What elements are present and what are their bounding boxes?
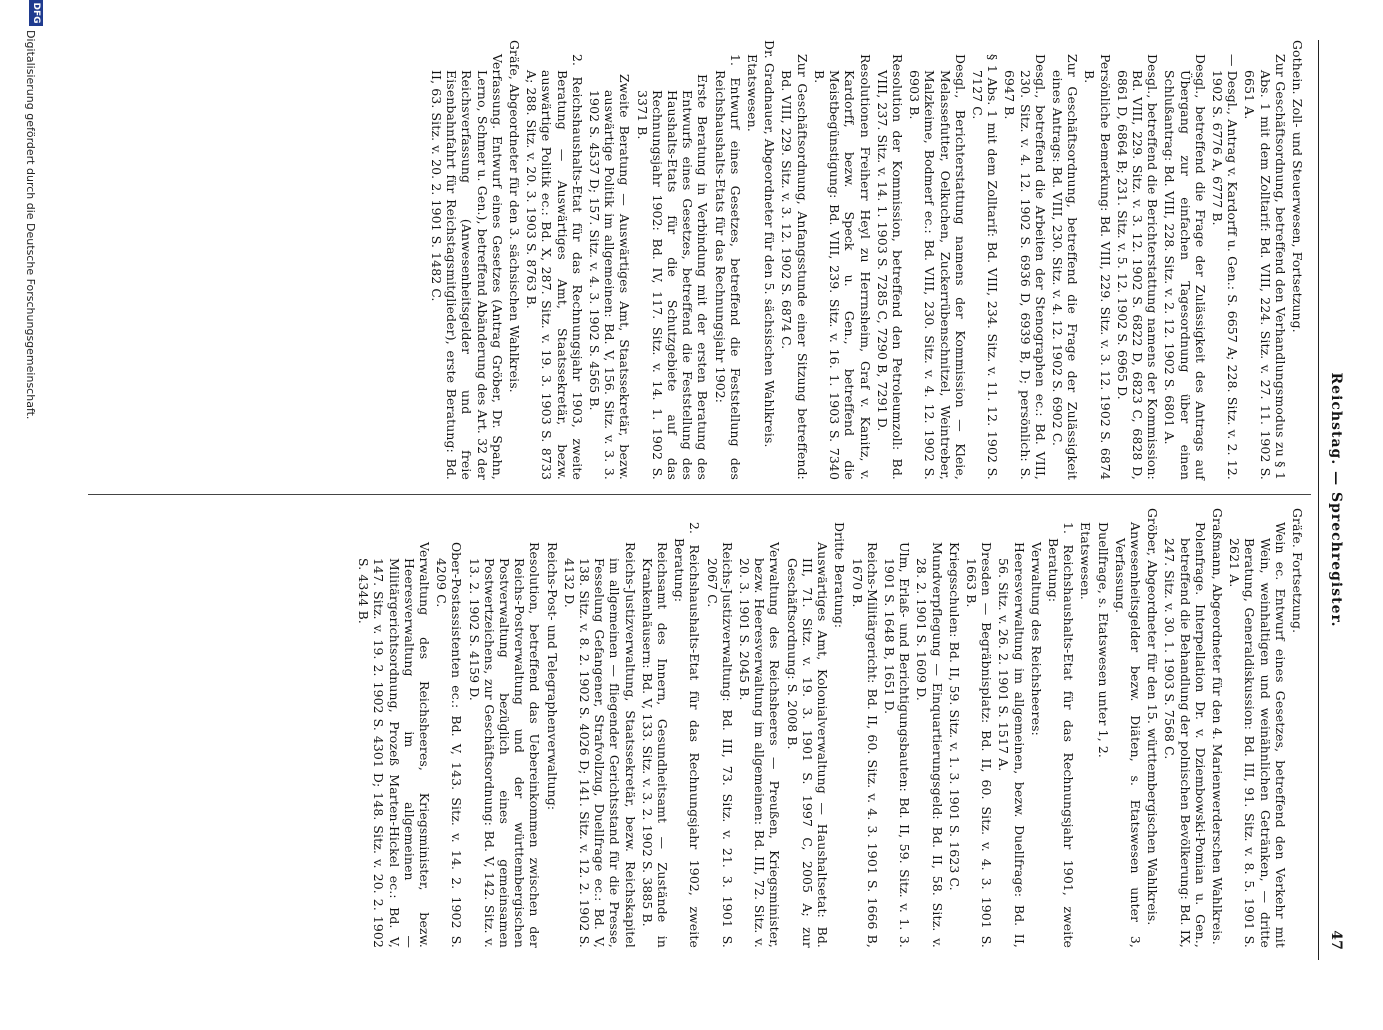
- entry-heading: Gröber, Abgeordneter für den 15. württembergischen Wahlkreis.: [1145, 508, 1161, 926]
- entry: Zur Geschäftsordnung, betreffend die Frage der Zulässigkeit eines Antrags: Bd. VIII, 230. Sitz. v. 4. 12. 1902 S. 6902 C.: [1049, 54, 1081, 480]
- entry: Reichsamt des Innern, Gesundheitsamt — Zustände in Krankenhäusern: Bd. V, 133. Sitz. v. 3. 2. 1902 S. 3885 B.: [639, 542, 671, 948]
- digitization-credit: [17, 0, 43, 1000]
- entry-subheading: Etatswesen.: [745, 54, 761, 132]
- entry: 1. Reichshaushalts-Etat für das Rechnungsjahr 1901, zweite Beratung:: [1045, 522, 1077, 948]
- entry: Reichs-Militärgericht: Bd. II, 60. Sitz. v. 4. 3. 1901 S. 1666 B, 1670 B.: [849, 542, 880, 948]
- entry-heading: Gräfe. Fortsetzung.: [1290, 508, 1305, 634]
- entry: Verwaltung des Reichsheeres — Preußen, Kriegsminister, bezw. Heeresverwaltung im allgemeinen: Bd. III, 72. Sitz. v. 20. 3. 1901 S. 2045 B.: [737, 542, 783, 948]
- entry: Heeresverwaltung im allgemeinen, bezw. Duellfrage: Bd. II, 56. Sitz. v. 26. 2. 1901 S. 1517 A.: [996, 542, 1027, 948]
- entry: Verfassung. Entwurf eines Gesetzes (Antrag Gröber, Dr. Spahn, Lerno, Schmer u. Gen.), betreffend Abänderung des Art. 32 der Reichsverfassung (Anwesenheitsgelder und freie Eisenbahnfahrt für Reichstagsmitglieder), erste Beratung: Bd. II, 63. Sitz. v. 20. 2. 1901 S. 1482 C.: [429, 54, 505, 480]
- left-column: [427, 40, 1305, 480]
- entry-heading: Gothein. Zoll- und Steuerwesen, Fortsetzung.: [1290, 40, 1305, 333]
- entry-heading: Gräfe, Abgeordneter für den 3. sächsischen Wahlkreis.: [507, 40, 523, 393]
- entry: Dresden — Begräbnisplatz: Bd. II, 60. Sitz. v. 4. 3. 1901 S. 1663 B.: [963, 542, 995, 948]
- entry-subheading: Etatswesen.: [1078, 522, 1094, 600]
- entry: Anwesenheitsgelder bezw. Diäten, s. Etatswesen unter 3, Verfassung.: [1112, 522, 1143, 948]
- entry: Zur Geschäftsordnung, Anfangsstunde einer Sitzung betreffend: Bd. VIII, 229. Sitz. v. 3. 12. 1902 S. 6874 C.: [779, 54, 810, 480]
- entry: Reichs-Justizverwaltung, Staatssekretär, bezw. Reichskapitel im allgemeinen — fliegender Gerichtsstand für die Presse, Fesselung Gefangener, Strafvollzug, Duellfrage ec.: Bd. V, 138. Sitz. v. 8. 2. 1902 S. 4026 D; 141. Sitz. v. 12. 2. 1902 S. 4132 D.: [561, 542, 638, 948]
- entry: Auswärtiges Amt, Kolonialverwaltung — Haushaltsetat: Bd. III, 71. Sitz. v. 19. 3. 1901 S. 1997 C, 2005 A; zur Geschäftsordnung: S. 2008 B.: [784, 542, 831, 948]
- entry: Desgl., betreffend die Berichterstattung namens der Kommission: Bd. VIII, 229. Sitz. v. 3. 12. 1902 S. 6822 D, 6823 C, 6828 D, 6861 D, 6864 B; 231. Sitz. v. 5. 12. 1902 S. 6965 D.: [1114, 54, 1161, 480]
- entry: Zur Geschäftsordnung, betreffend den Verhandlungsmodus zu § 1 Abs. 1 mit dem Zolltarif: Bd. VIII, 224. Sitz. v. 27. 11. 1902 S. 6651 A.: [1242, 54, 1288, 480]
- page-header: [1319, 40, 1343, 960]
- entry: § 1 Abs. 1 mit dem Zolltarif: Bd. VIII, 234. Sitz. v. 11. 12. 1902 S. 7127 C.: [969, 54, 1001, 480]
- entry: Reichs-Post- und Telegraphenverwaltung:: [544, 542, 560, 811]
- entry: Dritte Beratung:: [832, 522, 848, 629]
- entry: Polenfrage. Interpellation Dr. v. Dziembowski-Pomian u. Gen., betreffend die Behandlung der polnischen Bevölkerung: Bd. IX, 247. Sitz. v. 30. 1. 1903 S. 7568 C.: [1162, 522, 1208, 948]
- entry: 2. Reichshaushalts-Etat für das Rechnungsjahr 1902, zweite Beratung:: [672, 522, 703, 948]
- entry: Duellfrage, s. Etatswesen unter 1, 2.: [1095, 522, 1111, 759]
- entry: Verwaltung des Reichsheeres, Kriegsminister, bezw. Heeresverwaltung im allgemeinen — Militärgerichtsordnung, Prozeß Marten-Hickel ec.: Bd. V, 147. Sitz. v. 19. 2. 1902 S. 4301 D; 148. Sitz. v. 20. 2. 1902 S. 4344 B.: [356, 542, 433, 948]
- entry: Resolution der Kommission, betreffend den Petroleumzoll: Bd. VIII, 237. Sitz. v. 14. 1. 1903 S. 7285 C, 7290 B, 7291 D.: [874, 54, 905, 480]
- credit-text: Digitalisierung gefördert durch die Deutsche Forschungsgemeinschaft.: [24, 30, 37, 420]
- page-number: 47: [1328, 930, 1344, 950]
- entry: Kriegsschulen: Bd. II, 59. Sitz. v. 1. 3. 1901 S. 1623 C.: [946, 542, 962, 891]
- entry: Resolutionen Freiherr Heyl zu Herrnsheim, Graf v. Kanitz, v. Kardorff, bezw. Speck u. Gen., betreffend die Meistbegünstigung: Bd. VIII, 239. Sitz. v. 16. 1. 1903 S. 7340 B.: [811, 54, 873, 480]
- running-title: Reichstag. — Sprechregister.: [1328, 372, 1344, 628]
- entry-heading: Dr. Gradnauer, Abgeordneter für den 5. sächsischen Wahlkreis.: [762, 40, 778, 448]
- entry: Verwaltung des Reichsheeres:: [1028, 542, 1044, 736]
- entry-heading: Graßmann, Abgeordneter für den 4. Marienwerderschen Wahlkreis.: [1209, 508, 1225, 945]
- entry: Desgl., betreffend die Frage der Zulässigkeit des Antrags auf Übergang zur einfachen Tagesordnung über einen Schlußantrag: Bd. VIII, 228. Sitz. v. 2. 12. 1902 S. 6801 A.: [1162, 54, 1208, 480]
- entry: Persönliche Bemerkung: Bd. VIII, 229. Sitz. v. 3. 12. 1902 S. 6874 B.: [1082, 54, 1113, 480]
- entry: Desgl., betreffend die Arbeiten der Stenographen ec.: Bd. VIII, 230. Sitz. v. 4. 12. 1902 S. 6936 D, 6939 B, D; persönlich: S. 6947 B.: [1002, 54, 1048, 480]
- header-rule: [1318, 40, 1319, 960]
- entry: Mundverpflegung — Einquartierungsgeld: Bd. II, 58. Sitz. v. 28. 2. 1901 S. 1609 D.: [914, 542, 945, 948]
- right-column: [354, 508, 1305, 948]
- column-divider: [88, 494, 1311, 495]
- page: [48, 40, 1343, 960]
- entry: Ober-Postassistenten ec.: Bd. V, 143. Sitz. v. 14. 2. 1902 S. 4209 C.: [434, 542, 465, 948]
- entry: Resolution, betreffend das Uebereinkommen zwischen der Reichs-Postverwaltung und der württembergischen Postverwaltung bezüglich eines gemeinsamen Postwertzeichens, zur Geschäftsordnung: Bd. V, 142. Sitz. v. 13. 2. 1902 S. 4159 D.: [466, 542, 543, 948]
- dfg-logo: DFG: [29, 0, 43, 26]
- entry: — Desgl., Antrag v. Kardorff u. Gen.: S. 6657 A; 228. Sitz. v. 2. 12. 1902 S. 6776 A, 6777 B.: [1209, 54, 1241, 480]
- entry: Ulm, Erlaß- und Berichtigungsbauten: Bd. II, 59. Sitz. v. 1. 3. 1901 S. 1648 B, 1651 D.: [881, 542, 913, 948]
- entry: 2. Reichshaushalts-Etat für das Rechnungsjahr 1903, zweite Beratung — Auswärtiges Amt, Staatssekretär, bezw. auswärtige Politik ec.: Bd. X, 287. Sitz. v. 19. 3. 1903 S. 8733 A; 288. Sitz. v. 20. 3. 1903 S. 8763 B.: [524, 54, 585, 480]
- entry: Zweite Beratung — Auswärtiges Amt, Staatssekretär, bezw. auswärtige Politik im allgemeinen: Bd. V, 156. Sitz. v. 3. 3. 1902 S. 4537 D; 157. Sitz. v. 4. 3. 1902 S. 4565 B.: [587, 74, 633, 480]
- entry: Erste Beratung in Verbindung mit der ersten Beratung des Entwurfs eines Gesetzes, betreffend die Feststellung des Haushalts-Etats für die Schutzgebiete auf das Rechnungsjahr 1902: Bd. IV, 117. Sitz. v. 14. 1. 1902 S. 3371 B.: [634, 74, 711, 480]
- entry: Desgl., Berichterstattung namens der Kommission — Kleie, Melassefutter, Oelkuchen, Zuckerrübenschnitzel, Weintreber, Malzkeime, Bodmerf ec.: Bd. VIII, 230. Sitz. v. 4. 12. 1902 S. 6903 B.: [907, 54, 968, 480]
- entry: 1. Entwurf eines Gesetzes, betreffend die Feststellung des Reichshaushalts-Etats für das Rechnungsjahr 1902:: [712, 54, 743, 480]
- entry: Reichs-Justizverwaltung: Bd. III, 73. Sitz. v. 21. 3. 1901 S. 2067 C.: [704, 542, 735, 948]
- entry: Wein ec. Entwurf eines Gesetzes, betreffend den Verkehr mit Wein, weinhaltigen und weinähnlichen Getränken, — dritte Beratung, Generaldiskussion: Bd. III, 91. Sitz. v. 8. 5. 1901 S. 2621 A.: [1227, 522, 1288, 948]
